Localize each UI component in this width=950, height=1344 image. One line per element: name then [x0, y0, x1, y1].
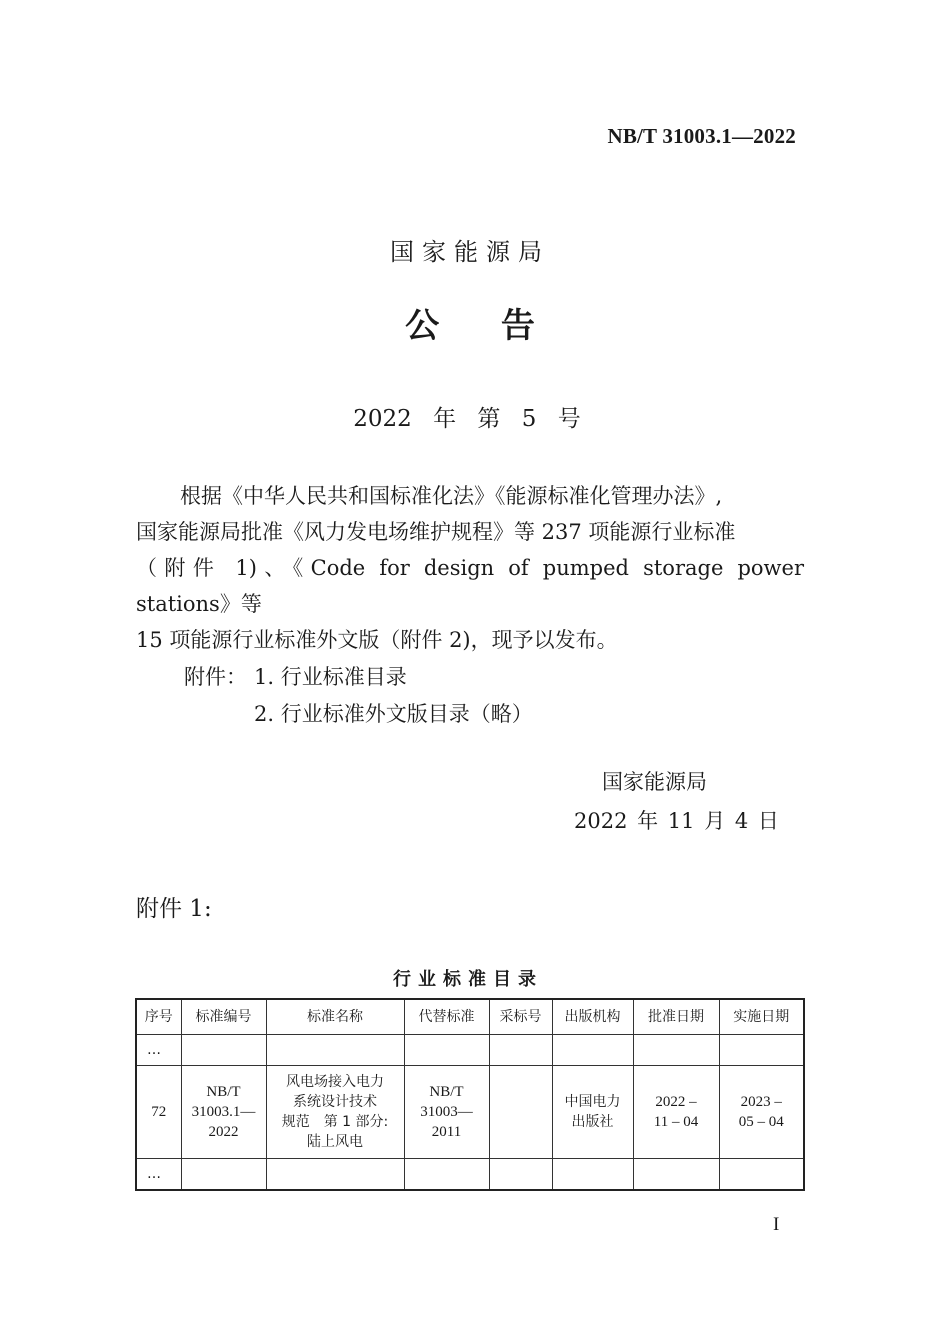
body-line: 国家能源局批准《风力发电场维护规程》等 237 项能源行业标准 — [136, 520, 736, 544]
notice-title: 公 告 — [405, 306, 535, 346]
approval-date-cell: 2022 – 11 – 04 — [633, 1066, 719, 1159]
column-header: 标准编号 — [181, 999, 266, 1035]
attachments-list — [184, 659, 533, 733]
column-header: 序号 — [136, 999, 181, 1035]
adopted-cell — [489, 1066, 552, 1159]
table-row-ellipsis — [136, 1035, 804, 1066]
column-header: 实施日期 — [719, 999, 804, 1035]
column-header: 出版机构 — [552, 999, 633, 1035]
attachments-label: 附件： — [184, 665, 247, 689]
table-header-row — [136, 999, 804, 1035]
column-header: 代替标准 — [404, 999, 489, 1035]
attachment-text: 1. 行业标准目录 — [254, 665, 407, 689]
ellipsis-cell: … — [136, 1159, 181, 1191]
signature-org: 国家能源局 — [602, 770, 707, 794]
standard-code-cell: NB/T 31003.1— 2022 — [181, 1066, 266, 1159]
body-line: （附件 1)、《Code for design of pumped storage power stations》等 — [136, 556, 804, 616]
ellipsis-cell: … — [136, 1035, 181, 1066]
replaces-cell: NB/T 31003— 2011 — [404, 1066, 489, 1159]
table-title: 行业标准目录 — [393, 969, 543, 990]
notice-body — [136, 478, 804, 658]
column-header: 采标号 — [489, 999, 552, 1035]
attachment-text: 2. 行业标准外文版目录（略） — [254, 702, 533, 726]
effective-date-cell: 2023 – 05 – 04 — [719, 1066, 804, 1159]
body-line: 15 项能源行业标准外文版（附件 2)，现予以发布。 — [136, 628, 618, 652]
notice-number: 2022 年 第 5 号 — [353, 406, 581, 432]
table-row-ellipsis — [136, 1159, 804, 1191]
table-row — [136, 1066, 804, 1159]
standard-code: NB/T 31003.1—2022 — [607, 124, 796, 148]
appendix-label: 附件 1: — [136, 896, 212, 922]
attachment-item — [184, 696, 533, 733]
column-header: 标准名称 — [266, 999, 404, 1035]
standard-name-cell: 风电场接入电力 系统设计技术 规范 第 1 部分: 陆上风电 — [266, 1066, 404, 1159]
issuer-heading: 国家能源局 — [390, 238, 550, 266]
signature-date: 2022 年 11 月 4 日 — [574, 809, 779, 833]
seq-cell: 72 — [136, 1066, 181, 1159]
attachment-item — [184, 659, 533, 696]
page-number: I — [773, 1214, 780, 1235]
column-header: 批准日期 — [633, 999, 719, 1035]
publisher-cell: 中国电力 出版社 — [552, 1066, 633, 1159]
standards-table — [135, 998, 805, 1191]
body-line: 根据《中华人民共和国标准化法》《能源标准化管理办法》, — [180, 484, 723, 508]
